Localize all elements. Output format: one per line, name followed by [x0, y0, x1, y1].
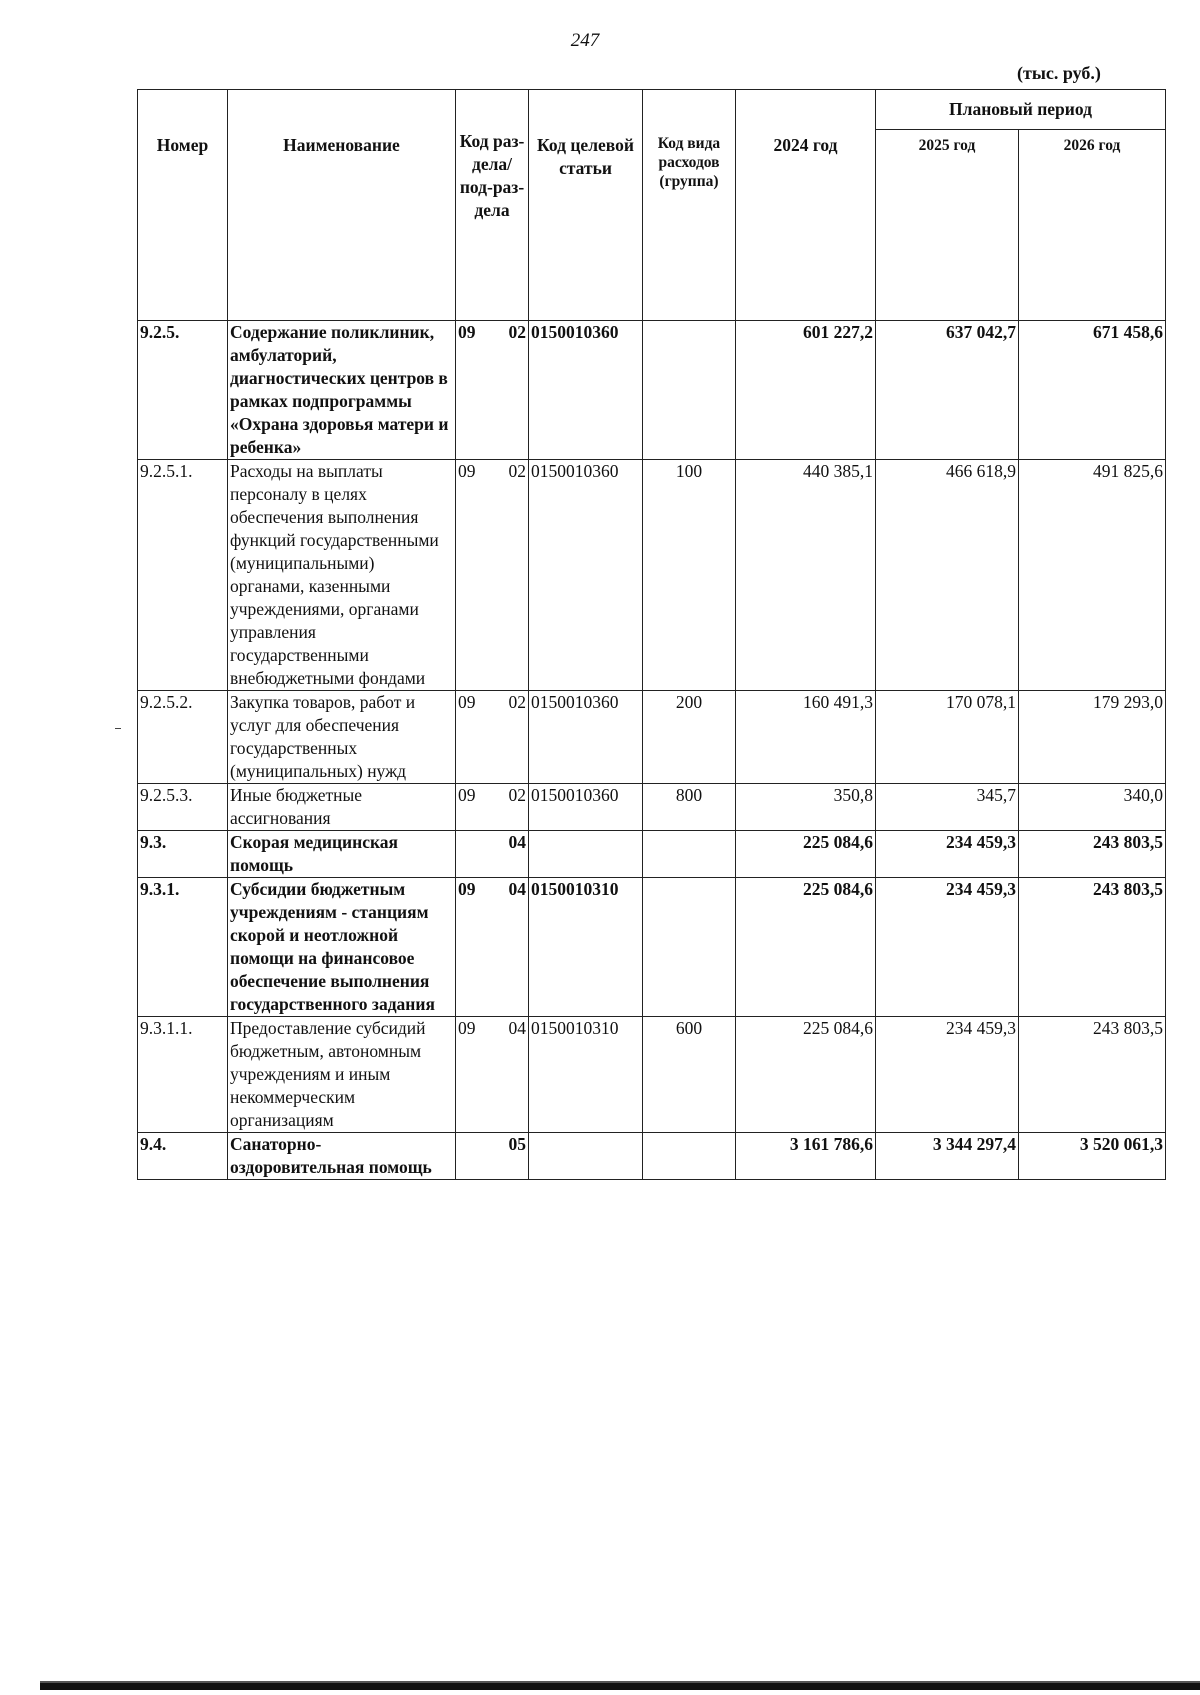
header-year-2025: 2025 год — [876, 130, 1019, 321]
row-amount-2024: 3 161 786,6 — [736, 1133, 876, 1180]
podrazdel-code: 02 — [508, 322, 526, 342]
row-amount-2026: 3 520 061,3 — [1019, 1133, 1166, 1180]
row-expense-type: 100 — [643, 460, 736, 691]
razdel-code: 09 — [458, 785, 476, 805]
row-amount-2026: 179 293,0 — [1019, 691, 1166, 784]
row-amount-2024: 225 084,6 — [736, 1017, 876, 1133]
row-amount-2026: 491 825,6 — [1019, 460, 1166, 691]
row-amount-2025: 637 042,7 — [876, 321, 1019, 460]
table-row — [138, 321, 1166, 460]
row-amount-2024: 160 491,3 — [736, 691, 876, 784]
razdel-code: 09 — [458, 692, 476, 712]
row-number: 9.2.5. — [138, 321, 228, 460]
row-target-code — [529, 831, 643, 878]
razdel-code: 09 — [458, 1018, 476, 1038]
row-number: 9.2.5.3. — [138, 784, 228, 831]
header-target-code: Код целевой статьи — [529, 90, 643, 321]
row-section-code — [456, 784, 529, 831]
row-expense-type: 600 — [643, 1017, 736, 1133]
podrazdel-code: 02 — [508, 461, 526, 481]
podrazdel-code: 02 — [508, 692, 526, 712]
row-name: Иные бюджетные ассигнования — [228, 784, 456, 831]
row-amount-2026: 340,0 — [1019, 784, 1166, 831]
podrazdel-code: 04 — [508, 1018, 526, 1038]
row-name: Санаторно-оздоровительная помощь — [228, 1133, 456, 1180]
row-target-code: 0150010360 — [529, 691, 643, 784]
row-section-code — [456, 460, 529, 691]
row-amount-2025: 170 078,1 — [876, 691, 1019, 784]
row-amount-2024: 225 084,6 — [736, 831, 876, 878]
row-name: Содержание поликлиник, амбулаторий, диагностических центров в рамках подпрограммы «Охрана здоровья матери и ребенка» — [228, 321, 456, 460]
row-section-code — [456, 878, 529, 1017]
row-name: Расходы на выплаты персоналу в целях обеспечения выполнения функций государственными (муниципальными) органами, казенными учреждениями, органами управления государственными внебюджетными фондами — [228, 460, 456, 691]
row-expense-type — [643, 831, 736, 878]
row-expense-type: 200 — [643, 691, 736, 784]
row-section-code — [456, 831, 529, 878]
razdel-code: 09 — [458, 461, 476, 481]
table-body — [138, 321, 1166, 1180]
row-amount-2025: 3 344 297,4 — [876, 1133, 1019, 1180]
row-amount-2026: 243 803,5 — [1019, 1017, 1166, 1133]
podrazdel-code: 05 — [508, 1134, 526, 1154]
row-expense-type — [643, 878, 736, 1017]
table-row — [138, 1133, 1166, 1180]
header-year-2024: 2024 год — [736, 90, 876, 321]
row-target-code — [529, 1133, 643, 1180]
header-expense-type: Код вида расходов (группа) — [643, 90, 736, 321]
row-section-code — [456, 1133, 529, 1180]
header-name: Наименование — [228, 90, 456, 321]
page-number: 247 — [570, 30, 600, 51]
row-amount-2026: 671 458,6 — [1019, 321, 1166, 460]
row-number: 9.4. — [138, 1133, 228, 1180]
row-amount-2024: 440 385,1 — [736, 460, 876, 691]
row-amount-2026: 243 803,5 — [1019, 831, 1166, 878]
header-planned-period: Плановый период — [876, 90, 1166, 130]
table-header — [138, 90, 1166, 321]
podrazdel-code: 04 — [508, 879, 526, 899]
podrazdel-code: 02 — [508, 785, 526, 805]
razdel-code: 09 — [458, 322, 476, 342]
row-amount-2025: 234 459,3 — [876, 831, 1019, 878]
row-target-code: 0150010360 — [529, 321, 643, 460]
table-row — [138, 831, 1166, 878]
row-number: 9.3. — [138, 831, 228, 878]
row-amount-2025: 466 618,9 — [876, 460, 1019, 691]
scan-edge-bar — [40, 1683, 1200, 1690]
row-number: 9.3.1.1. — [138, 1017, 228, 1133]
table-row — [138, 1017, 1166, 1133]
row-expense-type: 800 — [643, 784, 736, 831]
row-amount-2025: 234 459,3 — [876, 878, 1019, 1017]
row-section-code — [456, 691, 529, 784]
header-number: Номер — [138, 90, 228, 321]
table-row — [138, 784, 1166, 831]
budget-table — [137, 89, 1166, 1180]
header-section-code: Код раз-дела/ под-раз-дела — [456, 90, 529, 321]
row-amount-2024: 225 084,6 — [736, 878, 876, 1017]
row-expense-type — [643, 321, 736, 460]
table-row — [138, 878, 1166, 1017]
margin-mark — [115, 728, 121, 729]
row-number: 9.2.5.2. — [138, 691, 228, 784]
row-section-code — [456, 1017, 529, 1133]
units-label: (тыс. руб.) — [1017, 63, 1101, 83]
podrazdel-code: 04 — [508, 832, 526, 852]
row-number: 9.2.5.1. — [138, 460, 228, 691]
table-row — [138, 460, 1166, 691]
row-name: Скорая медицинская помощь — [228, 831, 456, 878]
row-target-code: 0150010310 — [529, 1017, 643, 1133]
row-expense-type — [643, 1133, 736, 1180]
header-year-2026: 2026 год — [1019, 130, 1166, 321]
row-section-code — [456, 321, 529, 460]
row-name: Субсидии бюджетным учреждениям - станциям скорой и неотложной помощи на финансовое обеспечение выполнения государственного задания — [228, 878, 456, 1017]
table-row — [138, 691, 1166, 784]
row-amount-2025: 345,7 — [876, 784, 1019, 831]
row-amount-2024: 350,8 — [736, 784, 876, 831]
row-target-code: 0150010360 — [529, 460, 643, 691]
row-number: 9.3.1. — [138, 878, 228, 1017]
row-name: Закупка товаров, работ и услуг для обеспечения государственных (муниципальных) нужд — [228, 691, 456, 784]
row-amount-2024: 601 227,2 — [736, 321, 876, 460]
razdel-code: 09 — [458, 879, 476, 899]
row-name: Предоставление субсидий бюджетным, автономным учреждениям и иным некоммерческим организациям — [228, 1017, 456, 1133]
row-target-code: 0150010360 — [529, 784, 643, 831]
row-amount-2026: 243 803,5 — [1019, 878, 1166, 1017]
row-amount-2025: 234 459,3 — [876, 1017, 1019, 1133]
row-target-code: 0150010310 — [529, 878, 643, 1017]
